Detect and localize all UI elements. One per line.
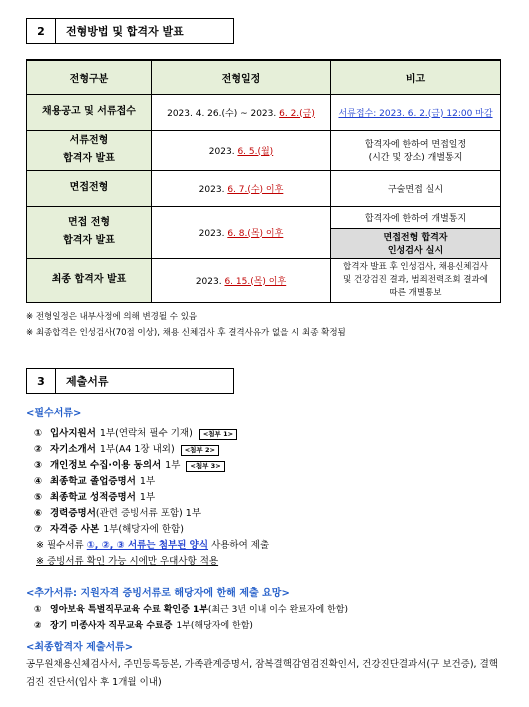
schedule-table bbox=[26, 59, 501, 303]
list-item bbox=[26, 426, 269, 442]
list-item bbox=[26, 618, 348, 634]
item-desc: (최근 3년 이내 이수 완료자에 한함) bbox=[207, 605, 348, 615]
item-desc: (관련 증빙서류 포함) 1부 bbox=[95, 508, 202, 519]
row-label bbox=[27, 206, 152, 258]
row-date bbox=[152, 130, 331, 170]
item-name: 자기소개서 bbox=[50, 444, 96, 455]
section-title: 제출서류 bbox=[56, 368, 234, 394]
row-note bbox=[331, 94, 501, 130]
table-row bbox=[27, 94, 501, 130]
col-header-type: 전형구분 bbox=[27, 60, 152, 94]
section-number: 3 bbox=[26, 368, 56, 394]
item-name: 장기 미종사자 직무교육 수료증 bbox=[50, 621, 173, 631]
item-number: ① bbox=[34, 605, 42, 615]
item-desc: 1부 bbox=[139, 476, 156, 487]
note-line: 면접전형 합격자 bbox=[383, 233, 448, 243]
list-item bbox=[26, 506, 269, 522]
item-number: ② bbox=[34, 444, 43, 455]
date-highlight: 6. 15.(목) 이후 bbox=[224, 276, 287, 287]
note-highlight: ①, ②, ③ 서류는 첨부된 양식 bbox=[86, 540, 209, 551]
note-line: (시간 및 장소) 개별통지 bbox=[368, 153, 463, 163]
row-note: 구술면접 실시 bbox=[331, 170, 501, 206]
row-label: 채용공고 및 서류접수 bbox=[27, 94, 152, 130]
list-item bbox=[26, 442, 269, 458]
final-docs-text: 공무원채용신체검사서, 주민등록등본, 가족관계증명서, 잠복결핵감염검진확인서, 건강진단결과서(구 보건증), 결핵검진 진단서(입사 후 1개월 이내) bbox=[26, 659, 498, 688]
section-3-header bbox=[26, 368, 234, 394]
section-number: 2 bbox=[26, 18, 56, 44]
row-date bbox=[152, 94, 331, 130]
footnote: ※ 최종합격은 인성검사(70점 이상), 채용 신체검사 후 결격사유가 없을 시 최종 확정됨 bbox=[26, 328, 346, 338]
row-label: 면접전형 bbox=[27, 170, 152, 206]
date-prefix: 2023. bbox=[195, 276, 222, 287]
item-name: 자격증 사본 bbox=[50, 524, 100, 535]
item-name: 영아보육 특별직무교육 수료 확인증 1부 bbox=[50, 605, 208, 615]
attachment-tag: <첨부 3> bbox=[186, 461, 224, 472]
item-number: ① bbox=[34, 428, 43, 439]
note-line: 및 건강검진 결과, 범죄전력조회 결과에 bbox=[343, 274, 488, 285]
additional-docs bbox=[26, 586, 348, 634]
row-label bbox=[27, 130, 152, 170]
row-note bbox=[331, 130, 501, 170]
date-highlight: 6. 8.(목) 이후 bbox=[227, 228, 284, 239]
section-title: 전형방법 및 합격자 발표 bbox=[56, 18, 234, 44]
row-date bbox=[152, 170, 331, 206]
item-desc: 1부(A4 1장 내외) bbox=[99, 444, 175, 455]
row-label-line: 서류전형 bbox=[69, 135, 109, 146]
final-docs-heading: <최종합격자 제출서류> bbox=[26, 642, 134, 653]
item-number: ⑤ bbox=[34, 492, 43, 503]
table-row bbox=[27, 206, 501, 228]
row-label-line: 합격자 발표 bbox=[63, 153, 115, 164]
item-number: ⑦ bbox=[34, 524, 43, 535]
required-docs bbox=[26, 406, 269, 570]
item-name: 개인정보 수집·이용 동의서 bbox=[50, 460, 162, 471]
row-note-highlight bbox=[331, 228, 501, 258]
row-label-line: 합격자 발표 bbox=[63, 235, 115, 246]
table-header-row bbox=[27, 60, 501, 94]
item-desc: 1부(해당자에 한함) bbox=[103, 524, 184, 535]
list-item bbox=[26, 602, 348, 618]
item-number: ⑥ bbox=[34, 508, 43, 519]
required-docs-heading: <필수서류> bbox=[26, 408, 82, 419]
deadline-note: 서류접수: 2023. 6. 2.(금) 12:00 마감 bbox=[338, 108, 493, 119]
col-header-note: 비고 bbox=[331, 60, 501, 94]
item-desc: 1부 bbox=[139, 492, 156, 503]
note-suffix: 사용하여 제출 bbox=[211, 540, 270, 551]
table-row bbox=[27, 170, 501, 206]
list-item bbox=[26, 490, 269, 506]
footnote: ※ 전형일정은 내부사정에 의해 변경될 수 있음 bbox=[26, 312, 198, 322]
table-row bbox=[27, 130, 501, 170]
additional-docs-heading: <추가서류: 지원자격 증빙서류로 해당자에 한해 제출 요망> bbox=[26, 588, 290, 599]
attachment-tag: <첨부 1> bbox=[199, 429, 237, 440]
item-desc: 1부(해당자에 한함) bbox=[176, 621, 253, 631]
row-label-line: 면접 전형 bbox=[67, 217, 111, 228]
note-line: 합격자에 한하여 면접일정 bbox=[364, 140, 467, 150]
item-name: 최종학교 성적증명서 bbox=[50, 492, 136, 503]
required-docs-note bbox=[26, 538, 269, 554]
row-note: 합격자에 한하여 개별통지 bbox=[331, 206, 501, 228]
final-docs bbox=[26, 640, 506, 692]
note-line: 합격자 발표 후 인성검사, 채용신체검사 bbox=[343, 261, 488, 272]
note-line: 따른 개별통보 bbox=[389, 287, 442, 298]
item-number: ③ bbox=[34, 460, 43, 471]
item-desc: 1부 bbox=[165, 460, 181, 471]
list-item bbox=[26, 458, 269, 474]
col-header-schedule: 전형일정 bbox=[152, 60, 331, 94]
row-date bbox=[152, 206, 331, 258]
row-note bbox=[331, 258, 501, 302]
preference-note: ※ 증빙서류 확인 가능 시에만 우대사항 적용 bbox=[36, 556, 219, 567]
date-highlight: 6. 2.(금) bbox=[279, 108, 315, 119]
note-prefix: ※ 필수서류 bbox=[36, 540, 84, 551]
item-number: ④ bbox=[34, 476, 43, 487]
item-name: 입사지원서 bbox=[50, 428, 96, 439]
date-prefix: 2023. bbox=[198, 184, 225, 195]
note-line: 인성검사 실시 bbox=[387, 246, 444, 256]
date-highlight: 6. 7.(수) 이후 bbox=[227, 184, 284, 195]
date-highlight: 6. 5.(월) bbox=[237, 146, 274, 157]
list-item bbox=[26, 522, 269, 538]
date-prefix: 2023. bbox=[208, 146, 235, 157]
section-2-header bbox=[26, 18, 234, 44]
item-name: 최종학교 졸업증명서 bbox=[50, 476, 136, 487]
attachment-tag: <첨부 2> bbox=[181, 445, 219, 456]
list-item bbox=[26, 474, 269, 490]
item-desc: 1부(연락처 필수 기재) bbox=[99, 428, 193, 439]
date-prefix: 2023. 4. 26.(수) ~ 2023. bbox=[167, 108, 277, 119]
date-prefix: 2023. bbox=[198, 228, 225, 239]
table-row bbox=[27, 258, 501, 302]
item-number: ② bbox=[34, 621, 42, 631]
row-label: 최종 합격자 발표 bbox=[27, 258, 152, 302]
item-name: 경력증명서 bbox=[50, 508, 96, 519]
row-date bbox=[152, 258, 331, 302]
